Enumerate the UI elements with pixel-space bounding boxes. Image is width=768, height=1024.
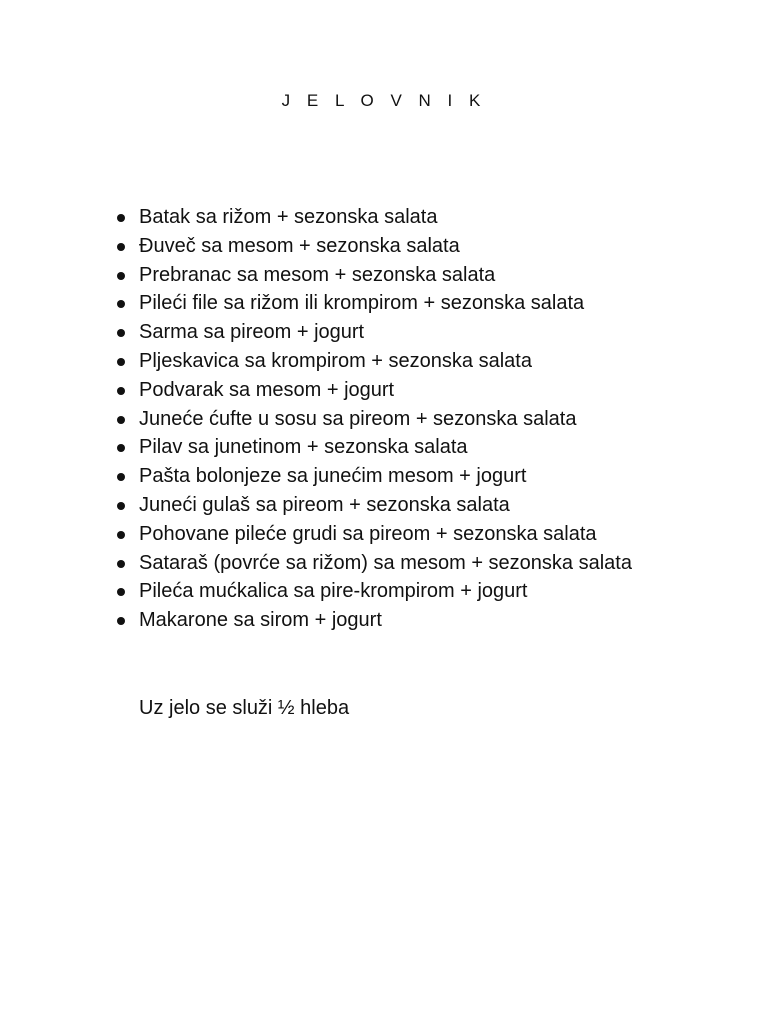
menu-item-label: Đuveč sa mesom + sezonska salata [139, 234, 460, 257]
menu-item [139, 289, 632, 318]
menu-item [139, 376, 632, 405]
menu-item [139, 491, 632, 520]
menu-item-label: Pileća mućkalica sa pire-krompirom + jogurt [139, 580, 528, 603]
bullet-icon [117, 588, 125, 596]
menu-item [139, 606, 632, 635]
menu-item [139, 549, 632, 578]
footer-note: Uz jelo se služi ½ hleba [139, 697, 350, 719]
menu-item [139, 433, 632, 462]
bullet-icon [117, 416, 125, 424]
bullet-icon [117, 214, 125, 222]
bullet-icon [117, 243, 125, 251]
menu-item-label: Pljeskavica sa krompirom + sezonska salata [139, 349, 532, 372]
menu-item-label: Pašta bolonjeze sa junećim mesom + jogurt [139, 465, 527, 488]
menu-item-label: Sataraš (povrće sa rižom) sa mesom + sezonska salata [139, 551, 632, 574]
menu-item-label: Juneće ćufte u sosu sa pireom + sezonska salata [139, 407, 577, 430]
menu-item-label: Sarma sa pireom + jogurt [139, 321, 365, 344]
menu-item [139, 232, 632, 261]
bullet-icon [117, 444, 125, 452]
menu-item [139, 577, 632, 606]
menu-item-label: Pohovane pileće grudi sa pireom + sezonska salata [139, 522, 597, 545]
bullet-icon [117, 300, 125, 308]
menu-item [139, 203, 632, 232]
menu-item-label: Prebranac sa mesom + sezonska salata [139, 263, 496, 286]
menu-item-label: Pilav sa junetinom + sezonska salata [139, 436, 468, 459]
menu-item-label: Juneći gulaš sa pireom + sezonska salata [139, 493, 510, 516]
bullet-icon [117, 560, 125, 568]
bullet-icon [117, 617, 125, 625]
bullet-icon [117, 329, 125, 337]
menu-item-label: Batak sa rižom + sezonska salata [139, 206, 438, 228]
menu-item-label: Pileći file sa rižom ili krompirom + sezonska salata [139, 292, 585, 315]
bullet-icon [117, 387, 125, 395]
menu-item [139, 347, 632, 376]
bullet-icon [117, 473, 125, 481]
menu-item-label: Makarone sa sirom + jogurt [139, 609, 382, 632]
menu-item [139, 462, 632, 491]
menu-list [139, 203, 632, 635]
menu-item [139, 405, 632, 434]
page-title: J E L O V N I K [281, 91, 487, 110]
bullet-icon [117, 358, 125, 366]
menu-item [139, 520, 632, 549]
bullet-icon [117, 272, 125, 280]
bullet-icon [117, 502, 125, 510]
menu-item [139, 318, 632, 347]
menu-item [139, 261, 632, 290]
menu-item-label: Podvarak sa mesom + jogurt [139, 378, 395, 401]
bullet-icon [117, 531, 125, 539]
